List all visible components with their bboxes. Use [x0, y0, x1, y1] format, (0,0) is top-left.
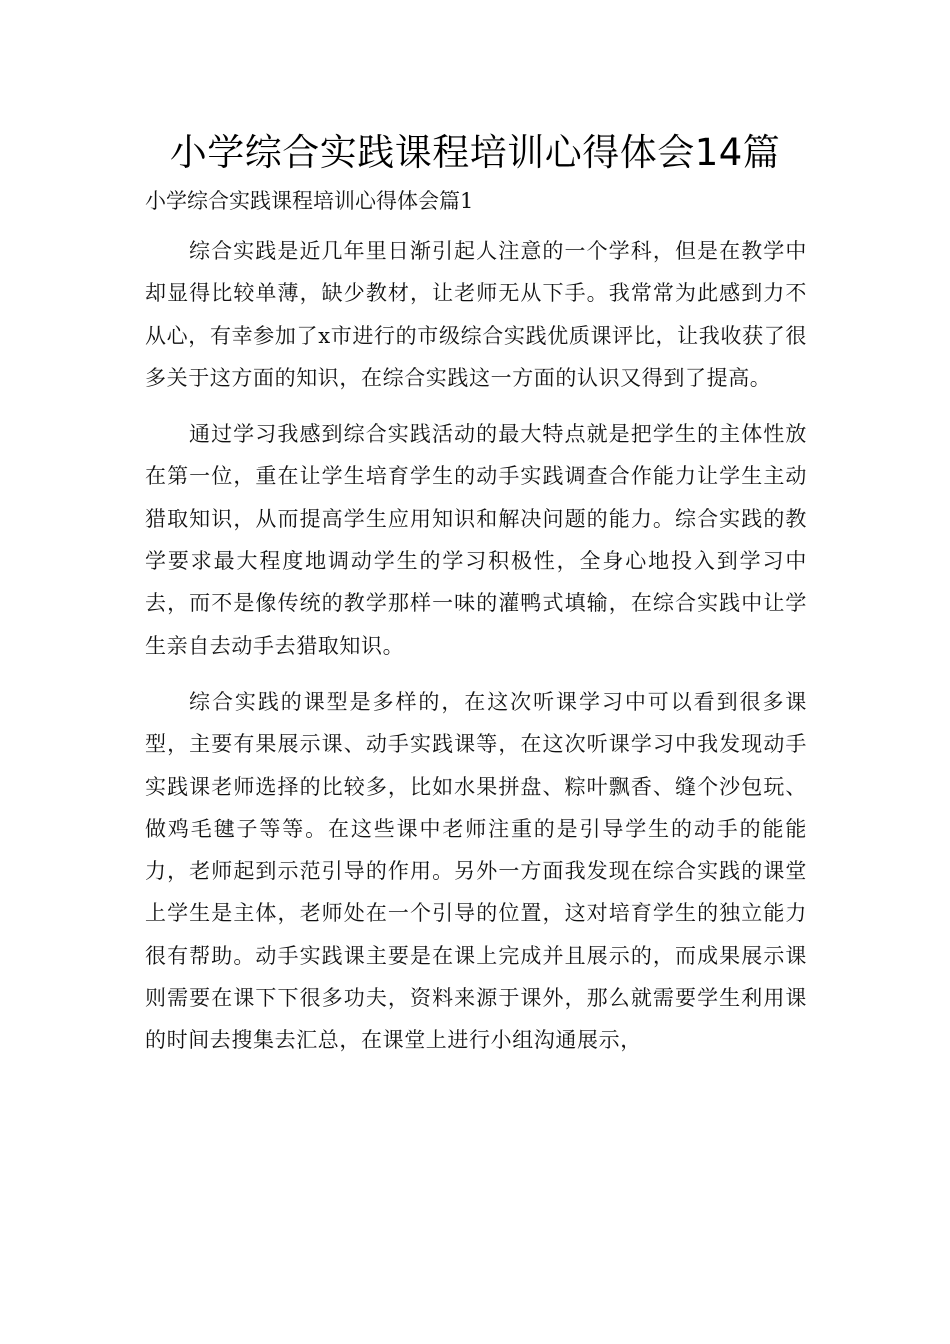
document-body — [145, 230, 807, 1076]
section-heading: 小学综合实践课程培训心得体会篇1 — [145, 189, 474, 213]
paragraph-3: 综合实践的课型是多样的，在这次听课学习中可以看到很多课型，主要有果展示课、动手实践课等，在这次听课学习中我发现动手实践课老师选择的比较多，比如水果拼盘、粽叶飘香、缝个沙包玩、做鸡毛毽子等等。在这些课中老师注重的是引导学生的动手的能能力，老师起到示范引导的作用。另外一方面我发现在综合实践的课堂上学生是主体，老师处在一个引导的位置，这对培育学生的独立能力很有帮助。动手实践课主要是在课上完成并且展示的，而成果展示课则需要在课下下很多功夫，资料来源于课外，那么就需要学生利用课的时间去搜集去汇总，在课堂上进行小组沟通展示， — [145, 689, 807, 1053]
document-title: 小学综合实践课程培训心得体会14篇 — [169, 131, 781, 174]
paragraph-2: 通过学习我感到综合实践活动的最大特点就是把学生的主体性放在第一位，重在让学生培育学生的动手实践调查合作能力让学生主动猎取知识，从而提高学生应用知识和解决问题的能力。综合实践的教学要求最大程度地调动学生的学习积极性，全身心地投入到学习中去，而不是像传统的教学那样一味的灌鸭式填输，在综合实践中让学生亲自去动手去猎取知识。 — [145, 422, 807, 658]
paragraph-1: 综合实践是近几年里日渐引起人注意的一个学科，但是在教学中却显得比较单薄，缺少教材，让老师无从下手。我常常为此感到力不从心，有幸参加了x市进行的市级综合实践优质课评比，让我收获了很多关于这方面的知识，在综合实践这一方面的认识又得到了提高。 — [145, 239, 807, 390]
